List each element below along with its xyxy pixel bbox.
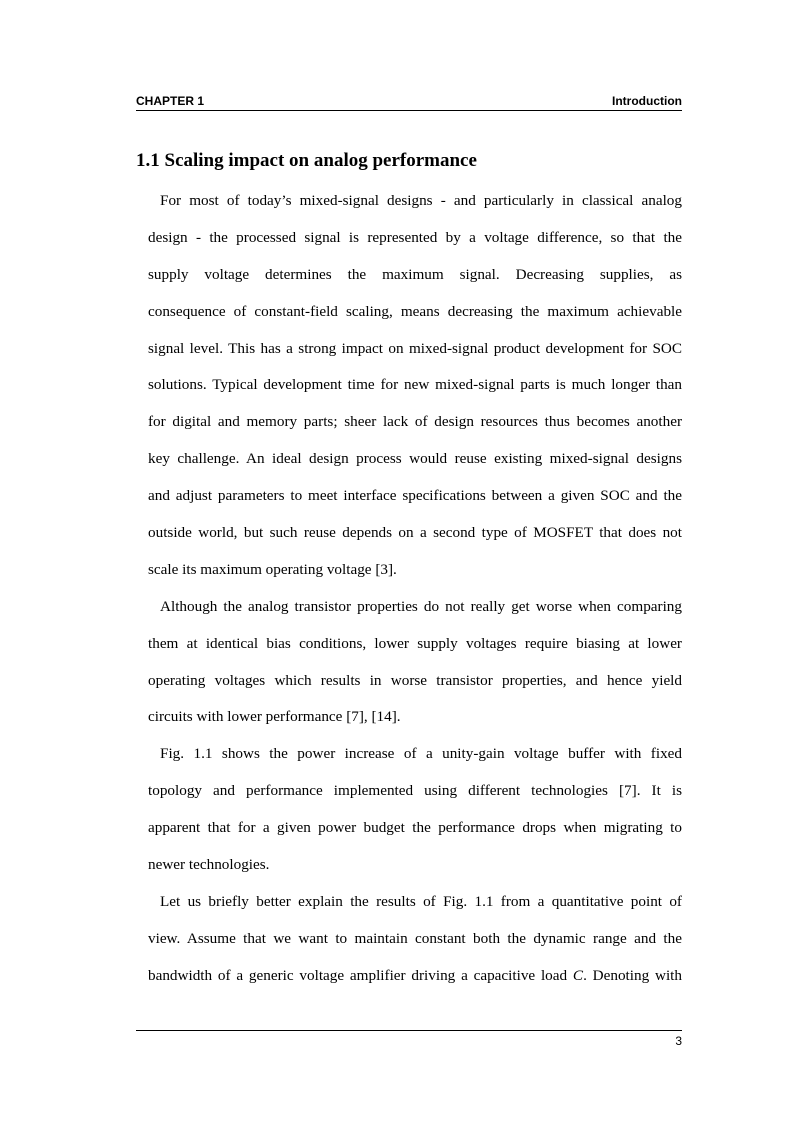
text-line: key challenge. An ideal design process would reuse existing mixed-signal designs — [148, 450, 682, 468]
header-title: Introduction — [612, 94, 682, 108]
text-line: supply voltage determines the maximum signal. Decreasing supplies, as — [148, 265, 682, 283]
text-line: outside world, but such reuse depends on a second type of MOSFET that does not — [148, 524, 682, 542]
text-line: Although the analog transistor properties do not really get worse when comparing — [160, 597, 682, 615]
body-text — [136, 187, 682, 999]
text-line: For most of today’s mixed-signal designs - and particularly in classical analog — [160, 192, 682, 209]
paragraph-2 — [136, 593, 682, 741]
text-line: view. Assume that we want to maintain constant both the dynamic range and the — [148, 929, 682, 947]
header-rule — [136, 110, 682, 111]
running-header — [136, 94, 682, 110]
text-line: topology and performance implemented using different technologies [7]. It is — [148, 782, 682, 800]
text-line: scale its maximum operating voltage [3]. — [148, 560, 397, 578]
text-line: operating voltages which results in worse transistor properties, and hence yield — [148, 671, 682, 689]
text-line: Fig. 1.1 shows the power increase of a unity-gain voltage buffer with fixed — [160, 745, 682, 763]
text-line: them at identical bias conditions, lower supply voltages require biasing at lower — [148, 634, 682, 652]
text-segment: bandwidth of a generic voltage amplifier driving a capacitive load — [148, 966, 573, 984]
paragraph-1 — [136, 187, 682, 593]
paragraph-4 — [136, 888, 682, 999]
paragraph-3 — [136, 740, 682, 888]
text-line: and adjust parameters to meet interface specifications between a given SOC and the — [148, 487, 682, 505]
text-line: Let us briefly better explain the results of Fig. 1.1 from a quantitative point of — [160, 892, 682, 910]
text-line-with-variable — [136, 962, 682, 999]
text-line: for digital and memory parts; sheer lack of design resources thus becomes another — [148, 413, 682, 431]
text-line: signal level. This has a strong impact on mixed-signal product development for SOC — [148, 339, 682, 357]
text-line: solutions. Typical development time for new mixed-signal parts is much longer than — [148, 376, 682, 394]
text-line: circuits with lower performance [7], [14]. — [148, 708, 401, 726]
page-number: 3 — [675, 1034, 682, 1048]
text-segment: . Denoting with — [583, 966, 682, 984]
section-title: 1.1 Scaling impact on analog performance — [136, 150, 477, 171]
footer-rule — [136, 1030, 682, 1031]
header-chapter: CHAPTER 1 — [136, 94, 205, 108]
text-line: newer technologies. — [148, 856, 270, 874]
text-line: consequence of constant-field scaling, means decreasing the maximum achievable — [148, 302, 682, 320]
variable-c: C — [572, 966, 584, 984]
text-line: design - the processed signal is represented by a voltage difference, so that the — [148, 228, 682, 246]
text-line: apparent that for a given power budget the performance drops when migrating to — [148, 819, 682, 837]
